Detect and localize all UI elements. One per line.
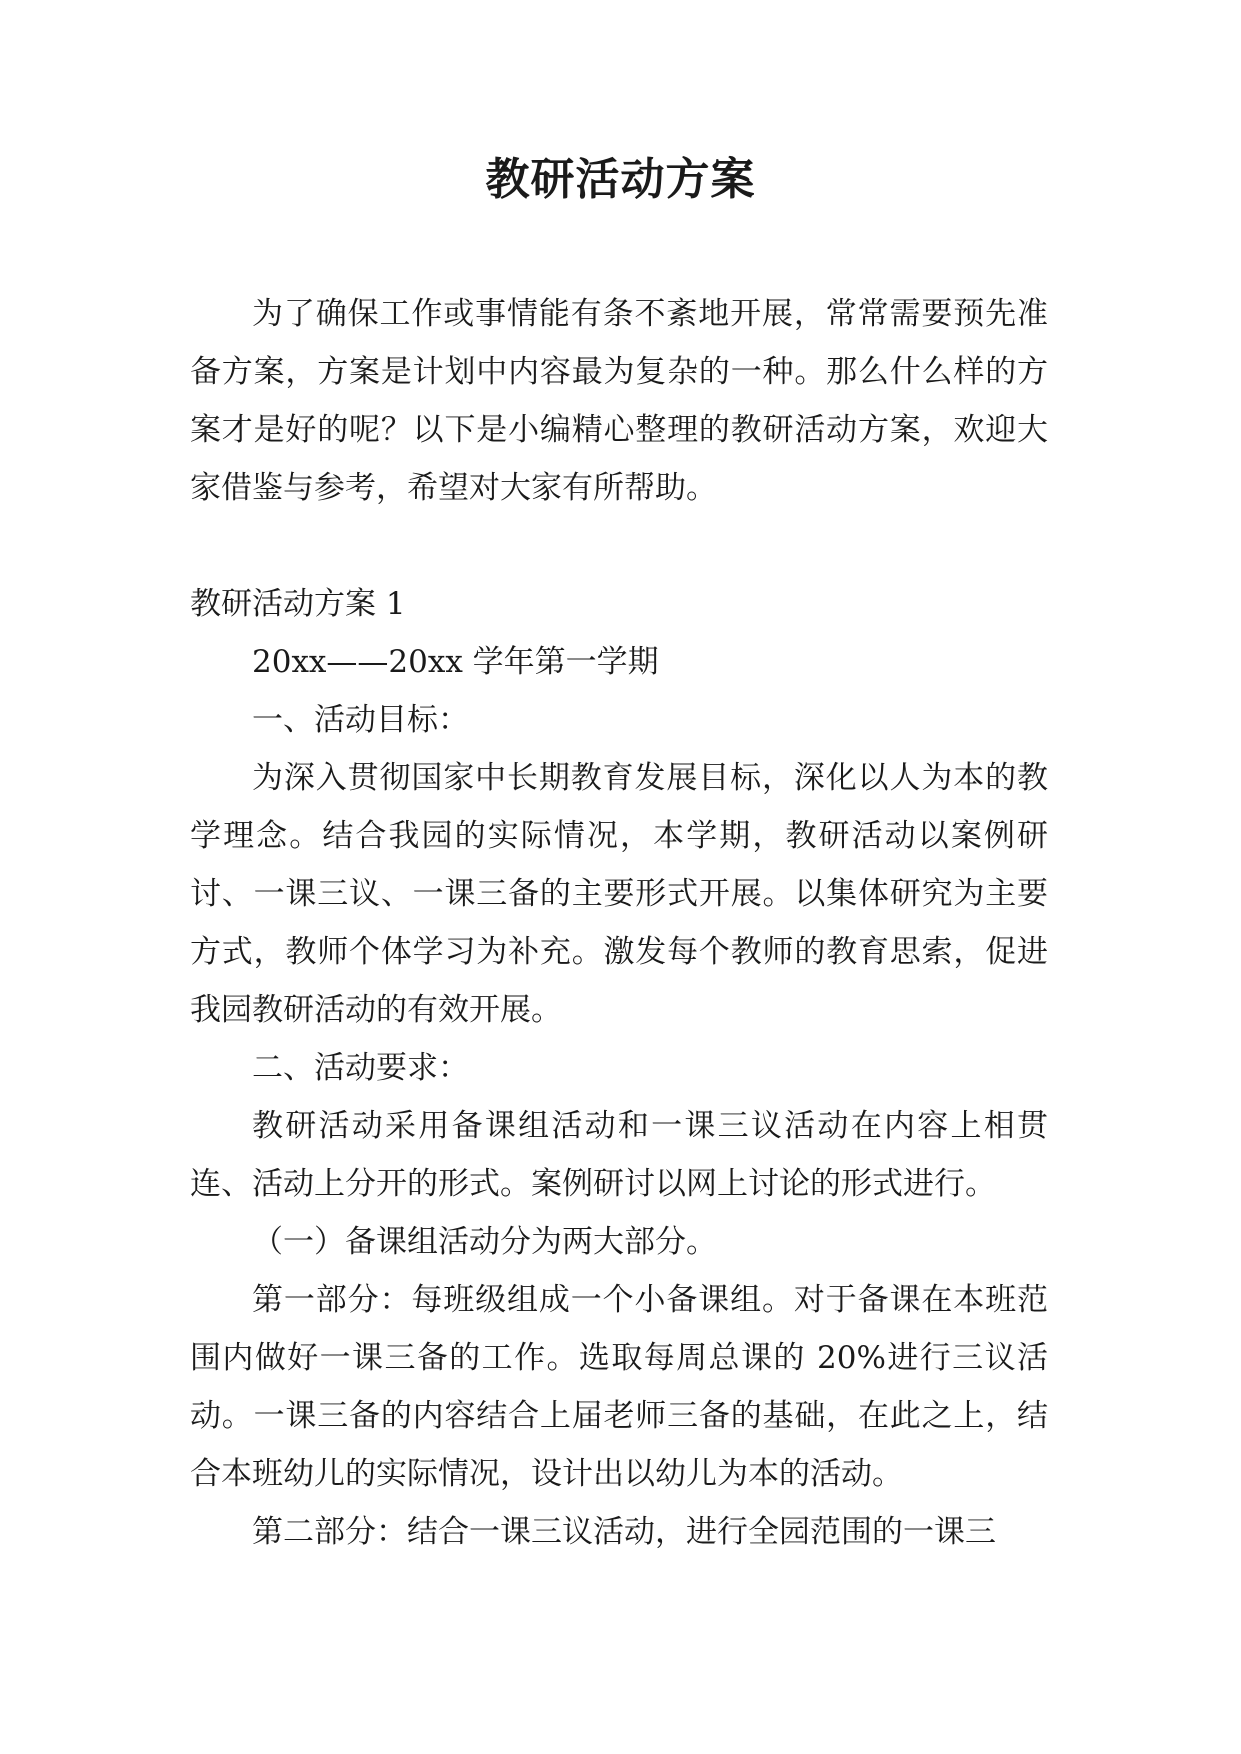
objective-heading: 一、活动目标：: [252, 702, 469, 738]
document-title: 教研活动方案: [485, 154, 756, 205]
objective-paragraph: 为深入贯彻国家中长期教育发展目标，深化以人为本的教学理念。结合我园的实际情况，本学期，教研活动以案例研讨、一课三议、一课三备的主要形式开展。以集体研究为主要方式，教师个体学习为补充。激发每个教师的教育思索，促进我园教研活动的有效开展。: [190, 760, 1048, 1028]
paragraph-gap: [190, 517, 1048, 575]
requirement-paragraph: 教研活动采用备课组活动和一课三议活动在内容上相贯连、活动上分开的形式。案例研讨以网上讨论的形式进行。: [190, 1108, 1048, 1202]
intro-paragraph: 为了确保工作或事情能有条不紊地开展，常常需要预先准备方案，方案是计划中内容最为复杂的一种。那么什么样的方案才是好的呢？以下是小编精心整理的教研活动方案，欢迎大家借鉴与参考，希望对大家有所帮助。: [190, 296, 1048, 506]
subsection-heading: （一）备课组活动分为两大部分。: [252, 1224, 717, 1260]
requirement-heading: 二、活动要求：: [252, 1050, 469, 1086]
document-body: [190, 285, 1048, 1561]
part-two-paragraph: 第二部分：结合一课三议活动，进行全园范围的一课三: [252, 1514, 996, 1550]
part-one-paragraph: 第一部分：每班级组成一个小备课组。对于备课在本班范围内做好一课三备的工作。选取每周总课的 20%进行三议活动。一课三备的内容结合上届老师三备的基础，在此之上，结合本班幼儿的实际情况，设计出以幼儿为本的活动。: [190, 1282, 1048, 1492]
term-line: 20xx——20xx 学年第一学期: [252, 644, 659, 680]
section-title: 教研活动方案 1: [190, 586, 406, 622]
